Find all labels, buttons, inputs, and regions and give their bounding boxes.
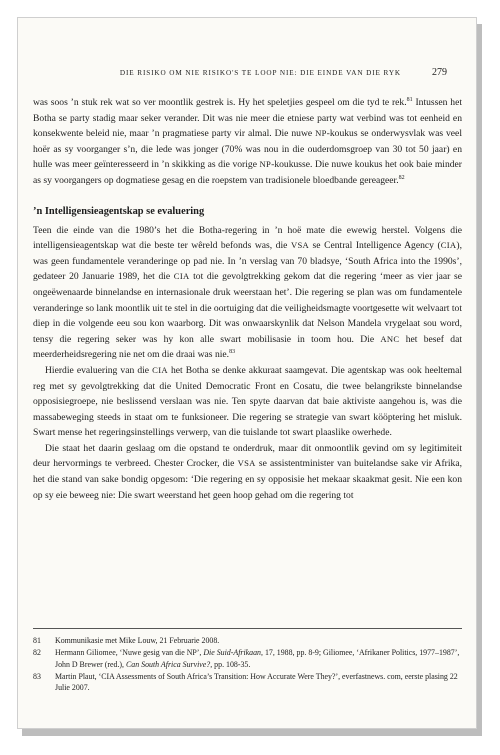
footnote-text: Kommunikasie met Mike Louw, 21 Februarie 2008. (55, 636, 220, 645)
footnote-number: 83 (33, 671, 41, 681)
paragraph-3: Hierdie evaluering van die CIA het Botha se denke akkuraat saamgevat. Die agentskap was ook heeltemal reg met sy gevolgtrekking dat die United Democratic Front en Cosatu, die twee belangrikste binnelandse opposisiegroepe, nie beslissend verslaan was nie. Ten spyte daarvan dat baie aktiviste aangehou is, was die massabeweging steeds in staat om te funksioneer. Die regering se strategie van swart kööptering het misluk. Swart mense het regeringsinstellings verwerp, van die tuislande tot swart plaaslike owerhede. (33, 364, 462, 439)
paragraph-4: Die staat het daarin geslaag om die opstand te onderdruk, maar dit onmoontlik gevind om sy legitimiteit deur hervormings te verbreed. Chester Crocker, die VSA se assistentminister van buitelandse sake vir Afrika, het die stand van sake bondig opgesom: ‘Die regering en sy opposisie het mekaar skaakmat gesit. Nie een kon op sy eie beweeg nie: Die swart weerstand het geen hoop gehad om die regering tot (33, 442, 462, 501)
page-number: 279 (432, 67, 447, 78)
footnote-number: 82 (33, 648, 41, 657)
footnotes (33, 628, 462, 694)
paragraph-1: was soos ’n stuk rek wat so ver moontlik gestrek is. Hy het speletjies gespeel om die tyd te rek.$^{81}$ Intussen het Botha se party stadig maar seker verander. Dit was nie meer die etniese party wat verbind was tot eenheid en konsekwente beleid nie, maar ’n pragmatiese party vir almal. Die nuwe NP-koukus se onderwysvlak was veel hoër as sy voorganger s’n, die lede was jonger (70% was nou in die ouderdomsgroep van 30 tot 50 jaar) en hulle was meer geïnteresseerd in ’n skikking as die vorige NP-koukusse. Die nuwe koukus het ook baie minder as sy voorgangers op dogmatiese gesag en die roepstem van tradisionele bloedbande gereageer.$^{82}$ (33, 97, 462, 186)
footnote-81 (33, 635, 462, 647)
body-text (33, 95, 462, 503)
running-head-title: DIE RISIKO OM NIE RISIKO'S TE LOOP NIE: DIE EINDE VAN DIE RYK (119, 69, 401, 77)
paragraph-2: Teen die einde van die 1980’s het die Botha-regering in ’n hoë mate die ewewig herstel. Volgens die intelligensieagentskap wat die beste ter wêreld befonds was, die VSA se Central Intelligence Agency (CIA), was geen fundamentele veranderinge op pad nie. In ’n verslag van 70 bladsye, ‘South Africa into the 1990s’, gedateer 20 Januarie 1989, het die CIA tot die gevolgtrekking gekom dat die regering ‘meer as vier jaar se ongeëwenaarde binnelandse en internasionale druk weerstaan het’. Die regering se plan was om fundamentele veranderinge so lank moontlik uit te stel in die oortuiging dat die veiligheidsmagte voortgesette wit welvaart tot diep in die volgende eeu sou kon waarborg. Dit was onwaarskynlik dat Nelson Mandela vrygelaat sou word, tensy die regering seker was hy kon alle swart mobilisasie in toom hou. Die ANC het besef dat meerderheidsregering nie net om die draai was nie.$^{83}$ (33, 224, 462, 361)
footnote-ref-83[interactable]: 83 (229, 349, 236, 356)
footnote-82 (33, 647, 462, 670)
footnote-83 (33, 671, 462, 694)
footnote-ref-82[interactable]: 82 (398, 174, 405, 181)
footnote-number: 81 (33, 636, 41, 645)
section-heading: ’n Intelligensieagentskap se evaluering (33, 205, 205, 217)
footnote-text: Martin Plaut, ‘CIA Assessments of South Africa’s Transition: How Accurate Were They?’, everfastnews. com, eerste plasing 22 Julie 2007. (55, 671, 458, 692)
footnote-text: Hermann Giliomee, ‘Nuwe gesig van die NP’, Die Suid-Afrikaan, 17, 1988, pp. 8-9; Giliomee, ‘Afrikaner Politics, 1977–1987’, John D Brewer (red.), Can South Africa Survive?, pp. 108-35. (55, 648, 460, 669)
running-head (18, 68, 476, 82)
book-page (17, 17, 477, 729)
footnote-ref-81[interactable]: 81 (406, 97, 413, 103)
